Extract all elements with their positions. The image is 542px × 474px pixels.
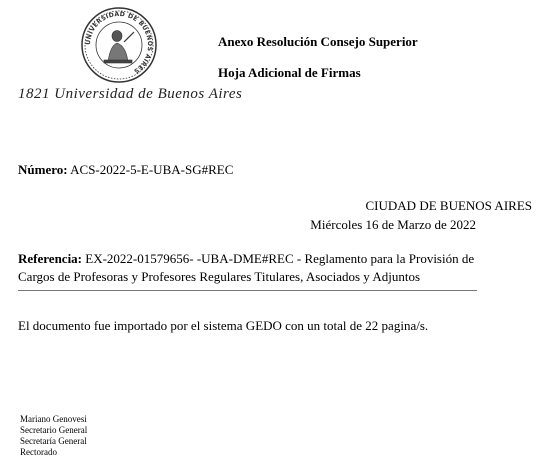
document-body: El documento fue importado por el sistema GEDO con un total de 22 pagina/s. [18,318,429,333]
signer-department: Secretaría General [20,436,87,446]
divider [18,290,477,291]
document-date: Miércoles 16 de Marzo de 2022 [310,217,476,232]
reference-value: EX-2022-01579656- -UBA-DME#REC - Reglamento para la Provisión de Cargos de Profesoras y Profesores Regulares Titulares, Asociados y Adjuntos [18,251,475,284]
document-number-value: ACS-2022-5-E-UBA-SG#REC [70,162,234,177]
seal-text: UNIVERSIDAD DE BUENOS AIRES [84,10,154,75]
signer-name: Mariano Genovesi [20,414,87,424]
document-number [18,162,233,178]
reference-label: Referencia: [18,251,83,266]
page-title: Anexo Resolución Consejo Superior [218,34,418,49]
university-seal [80,6,158,84]
signer-position: Secretario General [20,425,88,435]
document-city: CIUDAD DE BUENOS AIRES [365,198,532,213]
document-number-label: Número: [18,162,68,177]
signer-office: Rectorado [20,447,57,457]
university-logo-text: 1821 Universidad de Buenos Aires [18,86,243,102]
page-subtitle: Hoja Adicional de Firmas [218,65,361,80]
document-reference [18,250,488,286]
signature-block [20,414,87,458]
